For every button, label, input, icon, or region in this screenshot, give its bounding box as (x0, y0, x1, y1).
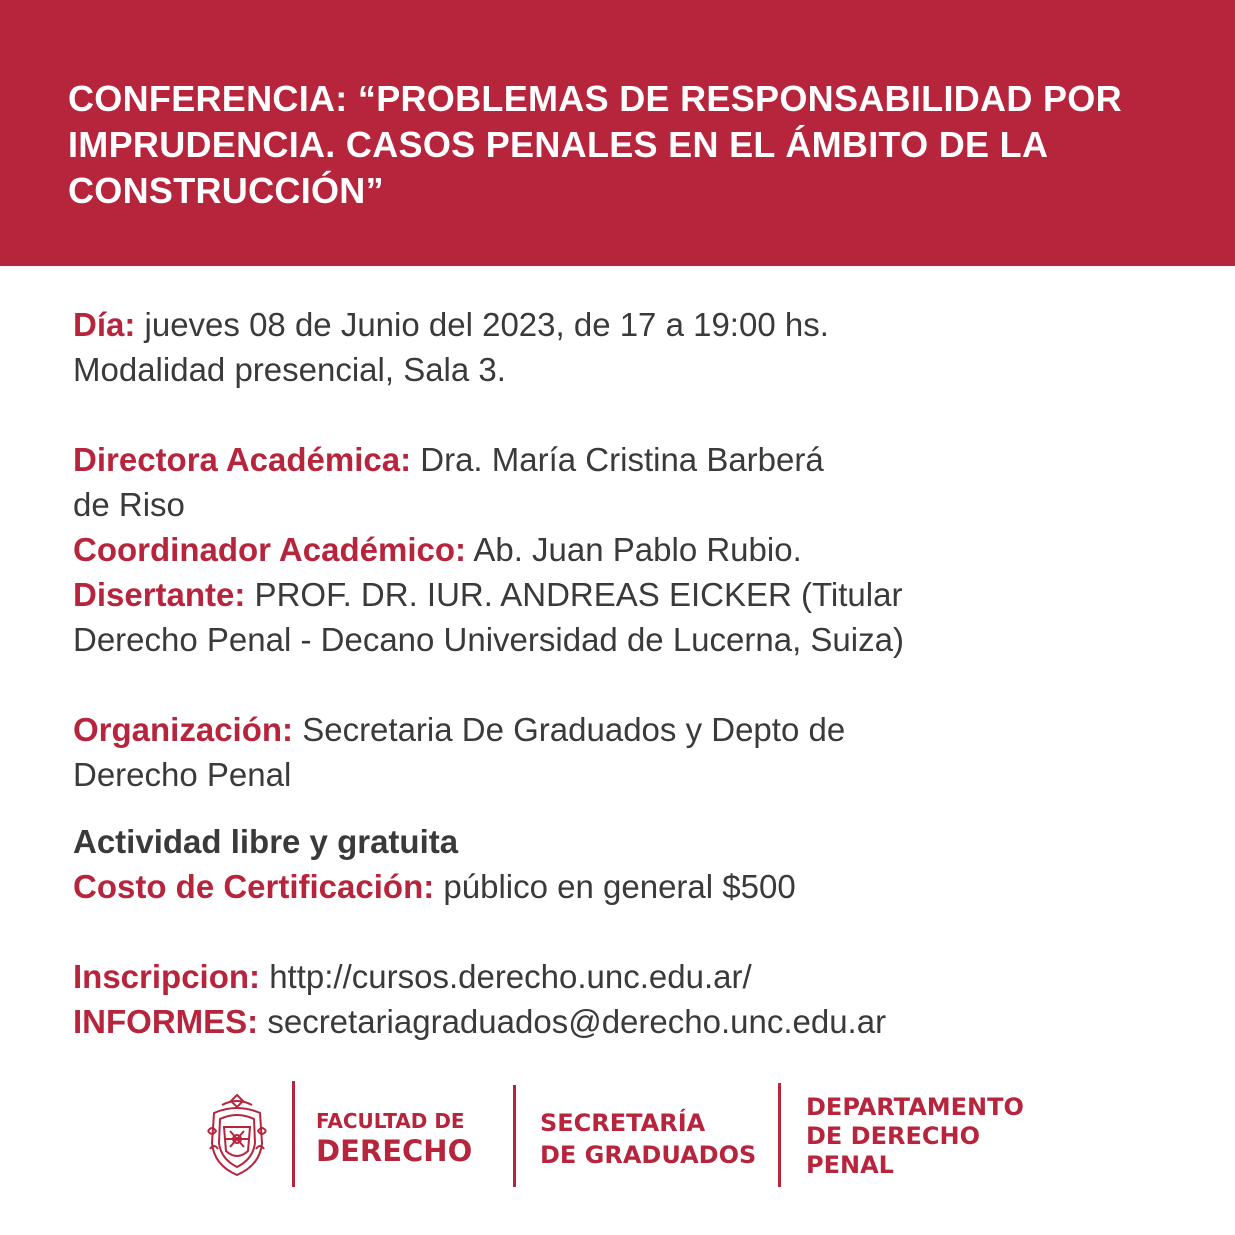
registration-link[interactable]: http://cursos.derecho.unc.edu.ar/ (260, 958, 752, 995)
secretaria-line1: SECRETARÍA (540, 1109, 706, 1137)
departamento-line3: PENAL (806, 1151, 894, 1179)
organization-line-cont: Derecho Penal (73, 756, 292, 793)
footer-logos (0, 1075, 1235, 1195)
coordinator-line (73, 527, 1193, 572)
speaker-value: PROF. DR. IUR. ANDREAS EICKER (Titular (245, 576, 903, 613)
organization-line (73, 707, 1193, 752)
date-value: jueves 08 de Junio del 2023, de 17 a 19:00 hs. (135, 306, 829, 343)
organization-value: Secretaria De Graduados y Depto de (293, 711, 846, 748)
coordinator-value: Ab. Juan Pablo Rubio. (466, 531, 802, 568)
secretaria-line2: DE GRADUADOS (540, 1141, 757, 1169)
cost-value: público en general $500 (434, 868, 796, 905)
organization-label: Organización: (73, 711, 294, 748)
speaker-label: Disertante: (73, 576, 246, 613)
page-title: CONFERENCIA: “PROBLEMAS DE RESPONSABILIDAD POR IMPRUDENCIA. CASOS PENALES EN EL ÁMBITO DE LA CONSTRUCCIÓN” (68, 78, 1122, 211)
header-banner (0, 0, 1235, 266)
registration-line (73, 954, 1193, 999)
director-label: Directora Académica: (73, 441, 412, 478)
info-email-link[interactable]: secretariagraduados@derecho.unc.edu.ar (258, 1003, 887, 1040)
info-label: INFORMES: (73, 1003, 259, 1040)
university-seal-icon (204, 1091, 270, 1177)
director-line (73, 437, 1193, 482)
speaker-line (73, 572, 1193, 617)
cost-line (73, 864, 1193, 909)
director-value: Dra. María Cristina Barberá (411, 441, 824, 478)
footer-divider-1 (292, 1081, 295, 1187)
event-details (73, 302, 1193, 1044)
coordinator-label: Coordinador Académico: (73, 531, 466, 568)
modality-line: Modalidad presencial, Sala 3. (73, 351, 506, 388)
info-line (73, 999, 1193, 1044)
date-label: Día: (73, 306, 136, 343)
date-line (73, 302, 1193, 347)
departamento-label (806, 1093, 1024, 1180)
cost-label: Costo de Certificación: (73, 868, 435, 905)
registration-label: Inscripcion: (73, 958, 261, 995)
footer-divider-3 (778, 1083, 781, 1187)
facultad-label-line2: DERECHO (316, 1134, 473, 1168)
departamento-line2: DE DERECHO (806, 1122, 980, 1150)
director-line-cont: de Riso (73, 486, 185, 523)
departamento-line1: DEPARTAMENTO (806, 1093, 1024, 1121)
facultad-label-line1: FACULTAD DE (316, 1109, 465, 1133)
speaker-line-cont: Derecho Penal - Decano Universidad de Lucerna, Suiza) (73, 621, 904, 658)
free-activity-line: Actividad libre y gratuita (73, 823, 459, 860)
footer-divider-2 (513, 1085, 516, 1187)
secretaria-label (540, 1107, 756, 1171)
